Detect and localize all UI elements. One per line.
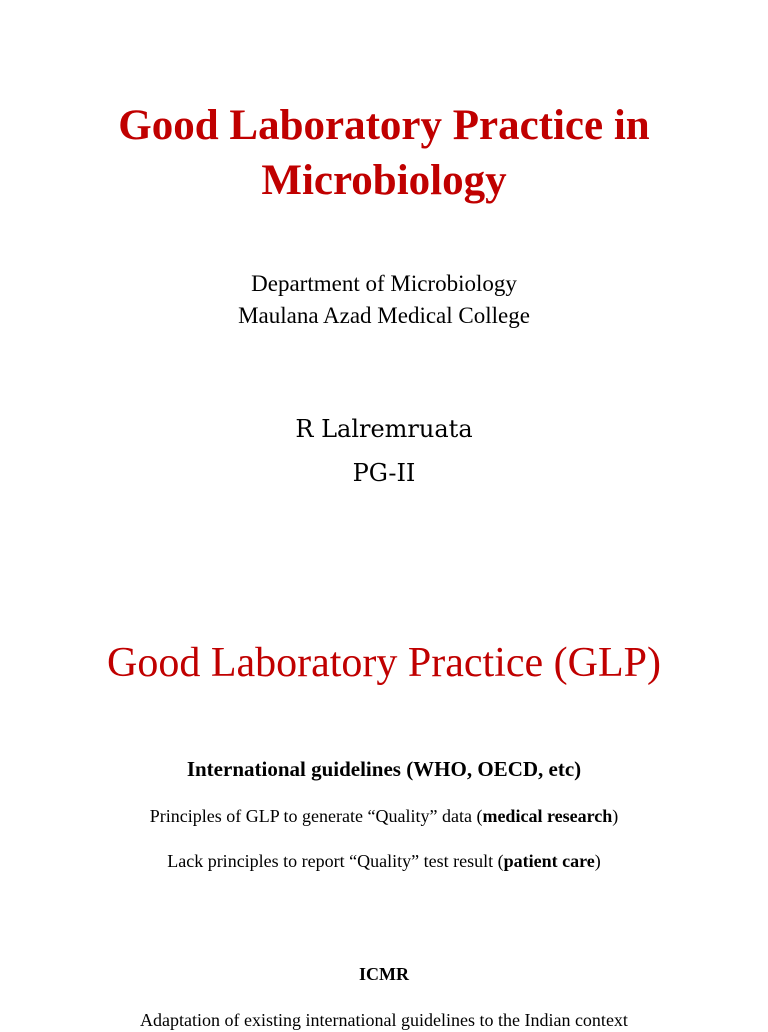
glp-principles-emphasis: medical research <box>482 806 613 826</box>
adaptation-text: Adaptation of existing international guidelines to the Indian context <box>140 1010 628 1030</box>
glp-principles-prefix: Principles of GLP to generate “Quality” data ( <box>149 806 483 826</box>
guidelines-heading: International guidelines (WHO, OECD, etc) <box>186 757 582 781</box>
department-name: Department of Microbiology <box>251 271 517 296</box>
author-designation: PG-II <box>352 459 416 487</box>
icmr-heading: ICMR <box>359 964 409 984</box>
lack-principles-line <box>0 849 768 873</box>
title-line-1: Good Laboratory Practice in <box>118 102 650 149</box>
affiliation-block <box>0 268 768 332</box>
lack-principles-suffix: ) <box>594 851 601 871</box>
slide-title <box>0 98 768 208</box>
lack-principles-prefix: Lack principles to report “Quality” test result ( <box>167 851 504 871</box>
lack-principles-emphasis: patient care <box>503 851 595 871</box>
section-title: Good Laboratory Practice (GLP) <box>107 640 661 686</box>
glp-principles-line <box>0 804 768 828</box>
title-line-2: Microbiology <box>261 157 507 204</box>
author-block <box>0 407 768 495</box>
college-name: Maulana Azad Medical College <box>238 303 530 328</box>
glp-principles-suffix: ) <box>612 806 619 826</box>
author-name: R Lalremruata <box>295 415 473 443</box>
